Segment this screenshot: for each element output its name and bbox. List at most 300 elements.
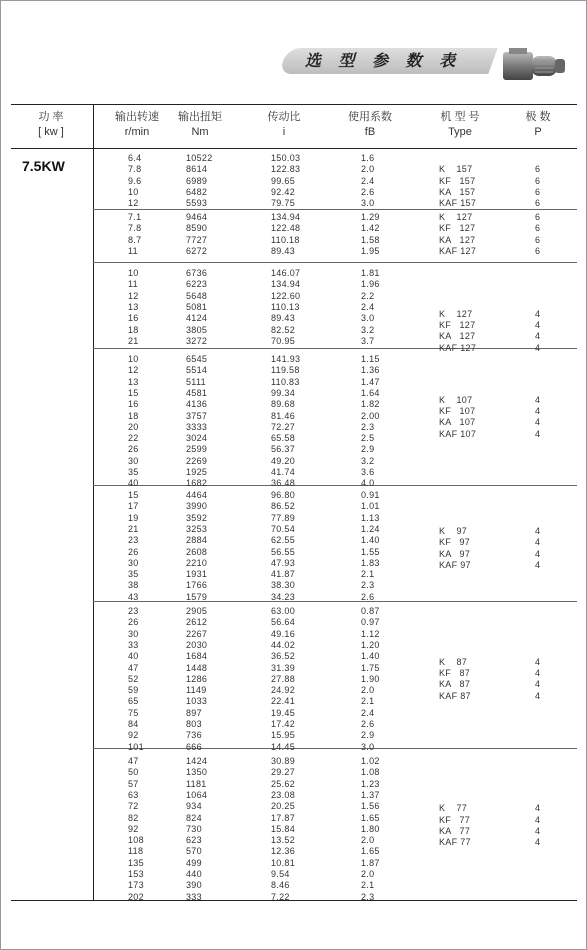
- group-rule: [93, 262, 577, 263]
- header-poles: 极 数 P: [525, 111, 551, 138]
- output-torque-cell: 1931: [186, 569, 208, 580]
- output-speed-cell: 11: [128, 279, 138, 290]
- ratio-cell: 72.27: [271, 421, 296, 432]
- service-factor-cell: 2.2: [361, 290, 375, 301]
- ratio-cell: 8.46: [271, 880, 290, 891]
- ratio-cell: 62.55: [271, 535, 296, 546]
- output-speed-cell: 47: [128, 756, 139, 766]
- header-power: 功 率 [ kw ]: [38, 111, 64, 138]
- output-torque-cell: 3592: [186, 512, 208, 523]
- table-bottom-rule: [11, 900, 577, 901]
- output-torque-cell: 1286: [186, 673, 208, 684]
- model-type-cell: KAF 157: [439, 198, 477, 209]
- model-type-cell: KA 97: [439, 548, 471, 559]
- output-torque-cell: 5111: [186, 376, 206, 387]
- output-speed-cell: 82: [128, 812, 139, 823]
- service-factor-cell: 1.01: [361, 501, 380, 512]
- service-factor-cell: 2.3: [361, 891, 375, 902]
- model-type-cell: KAF 107: [439, 428, 477, 439]
- service-factor-cell: 3.0: [361, 313, 375, 324]
- ratio-cell: 89.43: [271, 313, 296, 324]
- gear-motor-icon: [501, 46, 569, 86]
- ratio-cell: 15.95: [271, 730, 296, 741]
- poles-cell: 6: [535, 164, 541, 175]
- ratio-cell: 119.58: [271, 365, 300, 376]
- ratio-cell: 17.87: [271, 812, 296, 823]
- service-factor-cell: 2.5: [361, 433, 375, 444]
- service-factor-cell: 1.65: [361, 846, 380, 857]
- ratio-cell: 56.55: [271, 546, 296, 557]
- service-factor-cell: 1.81: [361, 268, 380, 278]
- output-speed-cell: 21: [128, 523, 139, 534]
- model-type-cell: K 157: [439, 164, 473, 175]
- ratio-cell: 110.13: [271, 301, 300, 312]
- output-torque-cell: 2030: [186, 639, 208, 650]
- output-speed-cell: 50: [128, 767, 139, 778]
- ratio-cell: 41.74: [271, 467, 296, 477]
- ratio-cell: 9.54: [271, 869, 290, 879]
- model-type-cell: KAF 97: [439, 560, 471, 571]
- model-type-cell: KAF 87: [439, 690, 471, 701]
- header-ratio: 传动比 i: [267, 111, 301, 138]
- model-type-cell: KA 157: [439, 186, 476, 197]
- ratio-cell: 14.45: [271, 741, 296, 752]
- poles-cell: 4: [535, 548, 541, 559]
- service-factor-cell: 1.90: [361, 673, 380, 684]
- model-type-cell: KA 127: [439, 331, 476, 342]
- poles-cell: 6: [535, 223, 541, 234]
- output-speed-cell: 10: [128, 186, 139, 197]
- output-speed-cell: 22: [128, 433, 139, 444]
- service-factor-cell: 2.0: [361, 835, 375, 846]
- ratio-cell: 38.30: [271, 580, 296, 591]
- output-speed-cell: 7.8: [128, 164, 142, 175]
- output-speed-cell: 15: [128, 387, 139, 398]
- output-torque-cell: 2599: [186, 444, 208, 455]
- output-speed-cell: 16: [128, 313, 139, 324]
- output-torque-cell: 10522: [186, 153, 213, 163]
- ratio-cell: 122.48: [271, 223, 301, 234]
- output-speed-cell: 202: [128, 891, 144, 902]
- output-torque-cell: 6736: [186, 268, 208, 278]
- model-type-cell: KF 127: [439, 319, 476, 330]
- output-torque-cell: 2608: [186, 546, 208, 557]
- service-factor-cell: 2.9: [361, 730, 375, 741]
- output-torque-cell: 2267: [186, 628, 208, 639]
- poles-cell: 4: [535, 537, 541, 548]
- output-speed-cell: 23: [128, 606, 139, 616]
- ratio-cell: 17.42: [271, 719, 296, 729]
- output-speed-cell: 17: [128, 501, 139, 512]
- output-torque-cell: 5593: [186, 198, 208, 209]
- ratio-cell: 44.02: [271, 639, 296, 650]
- output-torque-cell: 2210: [186, 557, 208, 568]
- output-torque-cell: 333: [186, 891, 202, 902]
- output-speed-cell: 57: [128, 778, 139, 789]
- group-rule: [93, 209, 577, 210]
- poles-cell: 4: [535, 690, 541, 701]
- output-torque-cell: 6989: [186, 175, 208, 186]
- model-type-cell: KF 77: [439, 814, 471, 825]
- poles-cell: 4: [535, 837, 541, 848]
- output-speed-cell: 13: [128, 376, 139, 387]
- output-speed-cell: 15: [128, 490, 139, 500]
- service-factor-cell: 1.83: [361, 557, 380, 568]
- output-torque-cell: 736: [186, 730, 202, 741]
- service-factor-cell: 1.15: [361, 354, 380, 364]
- ratio-cell: 77.89: [271, 512, 296, 523]
- output-speed-cell: 108: [128, 835, 144, 846]
- header-speed: 输出转速 r/min: [115, 111, 159, 138]
- service-factor-cell: 1.02: [361, 756, 380, 766]
- output-speed-cell: 16: [128, 399, 139, 410]
- service-factor-cell: 2.1: [361, 696, 375, 707]
- output-torque-cell: 803: [186, 719, 202, 729]
- ratio-cell: 99.34: [271, 387, 296, 398]
- ratio-cell: 15.84: [271, 823, 296, 834]
- ratio-cell: 27.88: [271, 673, 296, 684]
- ratio-cell: 31.39: [271, 662, 296, 673]
- output-torque-cell: 666: [186, 741, 202, 752]
- output-speed-cell: 101: [128, 741, 144, 752]
- service-factor-cell: 2.4: [361, 707, 375, 718]
- output-speed-cell: 40: [128, 478, 139, 489]
- ratio-cell: 24.92: [271, 685, 296, 696]
- output-speed-cell: 63: [128, 789, 139, 800]
- output-torque-cell: 4124: [186, 313, 208, 324]
- output-torque-cell: 1682: [186, 478, 208, 489]
- ratio-cell: 22.41: [271, 696, 296, 707]
- poles-cell: 4: [535, 803, 541, 814]
- output-torque-cell: 1350: [186, 767, 208, 778]
- header-factor: 使用系数 fB: [348, 111, 392, 138]
- output-torque-cell: 6482: [186, 186, 208, 197]
- ratio-cell: 36.48: [271, 478, 296, 489]
- poles-cell: 4: [535, 308, 541, 319]
- output-torque-cell: 5514: [186, 365, 208, 376]
- service-factor-cell: 1.37: [361, 789, 380, 800]
- poles-cell: 4: [535, 526, 541, 537]
- ratio-cell: 56.64: [271, 617, 296, 628]
- output-torque-cell: 499: [186, 857, 202, 868]
- output-torque-cell: 897: [186, 707, 202, 718]
- ratio-cell: 25.62: [271, 778, 296, 789]
- output-speed-cell: 9.6: [128, 175, 142, 186]
- service-factor-cell: 1.40: [361, 535, 380, 546]
- service-factor-cell: 1.42: [361, 223, 380, 234]
- service-factor-cell: 3.7: [361, 335, 375, 346]
- ratio-cell: 30.89: [271, 756, 296, 766]
- poles-cell: 4: [535, 679, 541, 690]
- output-speed-cell: 6.4: [128, 153, 142, 163]
- ratio-cell: 89.43: [271, 245, 296, 256]
- output-speed-cell: 75: [128, 707, 139, 718]
- power-rating: 7.5KW: [22, 158, 65, 174]
- service-factor-cell: 1.65: [361, 812, 380, 823]
- model-type-cell: K 107: [439, 394, 473, 405]
- ratio-cell: 56.37: [271, 444, 296, 455]
- output-torque-cell: 5648: [186, 290, 208, 301]
- output-torque-cell: 2884: [186, 535, 208, 546]
- ratio-cell: 65.58: [271, 433, 296, 444]
- service-factor-cell: 1.40: [361, 651, 380, 662]
- output-torque-cell: 1766: [186, 580, 208, 591]
- output-speed-cell: 65: [128, 696, 139, 707]
- model-type-cell: K 97: [439, 526, 468, 537]
- output-torque-cell: 4136: [186, 399, 208, 410]
- output-torque-cell: 824: [186, 812, 202, 823]
- output-speed-cell: 11: [128, 245, 138, 256]
- ratio-cell: 29.27: [271, 767, 296, 778]
- service-factor-cell: 2.4: [361, 175, 375, 186]
- service-factor-cell: 2.0: [361, 685, 375, 696]
- service-factor-cell: 1.96: [361, 279, 380, 290]
- group-rule: [93, 601, 577, 602]
- output-torque-cell: 1064: [186, 789, 208, 800]
- model-type-cell: KAF 77: [439, 837, 471, 848]
- poles-cell: 4: [535, 417, 541, 428]
- output-speed-cell: 18: [128, 324, 139, 335]
- ratio-cell: 70.95: [271, 335, 296, 346]
- output-speed-cell: 173: [128, 880, 144, 891]
- output-speed-cell: 12: [128, 365, 139, 376]
- output-torque-cell: 1149: [186, 685, 207, 696]
- output-torque-cell: 1684: [186, 651, 208, 662]
- model-type-cell: KAF 127: [439, 342, 477, 353]
- service-factor-cell: 3.0: [361, 198, 375, 209]
- ratio-cell: 110.83: [271, 376, 300, 387]
- output-torque-cell: 9464: [186, 212, 208, 222]
- model-type-cell: KF 157: [439, 175, 476, 186]
- output-speed-cell: 18: [128, 410, 139, 421]
- ratio-cell: 47.93: [271, 557, 296, 568]
- poles-cell: 4: [535, 560, 541, 571]
- model-type-cell: KAF 127: [439, 245, 477, 256]
- ratio-cell: 134.94: [271, 279, 301, 290]
- header-type: 机 型 号 Type: [440, 111, 480, 138]
- service-factor-cell: 1.55: [361, 546, 380, 557]
- service-factor-cell: 3.6: [361, 467, 375, 477]
- model-type-cell: KF 87: [439, 668, 471, 679]
- ratio-cell: 70.54: [271, 523, 296, 534]
- model-type-cell: KA 77: [439, 826, 471, 837]
- output-speed-cell: 52: [128, 673, 139, 684]
- output-speed-cell: 33: [128, 639, 139, 650]
- service-factor-cell: 2.6: [361, 719, 375, 729]
- ratio-cell: 122.83: [271, 164, 301, 175]
- output-torque-cell: 934: [186, 801, 202, 812]
- output-torque-cell: 1579: [186, 591, 208, 602]
- output-speed-cell: 10: [128, 354, 139, 364]
- ratio-cell: 141.93: [271, 354, 301, 364]
- ratio-cell: 92.42: [271, 186, 296, 197]
- output-torque-cell: 3805: [186, 324, 208, 335]
- output-torque-cell: 4581: [186, 387, 208, 398]
- service-factor-cell: 2.6: [361, 186, 375, 197]
- poles-cell: 4: [535, 331, 541, 342]
- model-type-cell: KF 107: [439, 405, 476, 416]
- output-torque-cell: 2905: [186, 606, 208, 616]
- output-torque-cell: 1448: [186, 662, 208, 673]
- ratio-cell: 10.81: [271, 857, 296, 868]
- output-speed-cell: 20: [128, 421, 139, 432]
- output-torque-cell: 6272: [186, 245, 208, 256]
- ratio-cell: 23.08: [271, 789, 296, 800]
- service-factor-cell: 0.91: [361, 490, 380, 500]
- service-factor-cell: 1.6: [361, 153, 375, 163]
- output-torque-cell: 8614: [186, 164, 208, 175]
- ratio-cell: 146.07: [271, 268, 301, 278]
- poles-cell: 6: [535, 234, 541, 245]
- output-speed-cell: 12: [128, 290, 139, 301]
- service-factor-cell: 1.24: [361, 523, 380, 534]
- service-factor-cell: 2.6: [361, 591, 375, 602]
- output-speed-cell: 26: [128, 617, 139, 628]
- service-factor-cell: 1.13: [361, 512, 380, 523]
- service-factor-cell: 1.23: [361, 778, 380, 789]
- service-factor-cell: 2.1: [361, 880, 375, 891]
- group-rule: [93, 348, 577, 349]
- output-speed-cell: 30: [128, 628, 139, 639]
- service-factor-cell: 0.87: [361, 606, 380, 616]
- model-type-cell: K 127: [439, 308, 473, 319]
- output-speed-cell: 43: [128, 591, 139, 602]
- output-speed-cell: 135: [128, 857, 144, 868]
- output-speed-cell: 13: [128, 301, 139, 312]
- ratio-cell: 12.36: [271, 846, 296, 857]
- ratio-cell: 49.20: [271, 455, 296, 466]
- service-factor-cell: 1.75: [361, 662, 380, 673]
- output-speed-cell: 10: [128, 268, 139, 278]
- poles-cell: 6: [535, 212, 541, 222]
- service-factor-cell: 2.3: [361, 421, 375, 432]
- service-factor-cell: 3.0: [361, 741, 375, 752]
- ratio-cell: 134.94: [271, 212, 301, 222]
- service-factor-cell: 3.2: [361, 324, 375, 335]
- group-rule: [93, 748, 577, 749]
- poles-cell: 6: [535, 245, 541, 256]
- model-type-cell: KA 127: [439, 234, 476, 245]
- ratio-cell: 19.45: [271, 707, 296, 718]
- output-speed-cell: 72: [128, 801, 139, 812]
- output-speed-cell: 84: [128, 719, 139, 729]
- output-speed-cell: 30: [128, 455, 139, 466]
- output-torque-cell: 1033: [186, 696, 208, 707]
- poles-cell: 4: [535, 428, 541, 439]
- output-speed-cell: 153: [128, 869, 144, 879]
- output-torque-cell: 2612: [186, 617, 208, 628]
- ratio-cell: 86.52: [271, 501, 296, 512]
- output-speed-cell: 8.7: [128, 234, 142, 245]
- ratio-cell: 63.00: [271, 606, 296, 616]
- model-type-cell: KA 107: [439, 417, 476, 428]
- ratio-cell: 41.87: [271, 569, 296, 580]
- output-torque-cell: 730: [186, 823, 202, 834]
- service-factor-cell: 1.47: [361, 376, 380, 387]
- service-factor-cell: 1.20: [361, 639, 380, 650]
- output-torque-cell: 8590: [186, 223, 208, 234]
- ratio-cell: 49.16: [271, 628, 296, 639]
- poles-cell: 4: [535, 814, 541, 825]
- service-factor-cell: 1.80: [361, 823, 380, 834]
- ratio-cell: 34.23: [271, 591, 296, 602]
- poles-cell: 6: [535, 175, 541, 186]
- output-speed-cell: 30: [128, 557, 139, 568]
- output-speed-cell: 47: [128, 662, 139, 673]
- service-factor-cell: 3.2: [361, 455, 375, 466]
- output-speed-cell: 23: [128, 535, 139, 546]
- poles-cell: 6: [535, 186, 541, 197]
- ratio-cell: 110.18: [271, 234, 300, 245]
- service-factor-cell: 1.12: [361, 628, 380, 639]
- table-top-rule: [11, 104, 577, 105]
- ratio-cell: 99.65: [271, 175, 296, 186]
- poles-cell: 4: [535, 319, 541, 330]
- service-factor-cell: 1.08: [361, 767, 380, 778]
- poles-cell: 4: [535, 826, 541, 837]
- output-speed-cell: 21: [128, 335, 139, 346]
- service-factor-cell: 1.87: [361, 857, 380, 868]
- output-torque-cell: 3272: [186, 335, 208, 346]
- output-torque-cell: 570: [186, 846, 202, 857]
- output-torque-cell: 7727: [186, 234, 208, 245]
- service-factor-cell: 2.0: [361, 869, 375, 879]
- output-torque-cell: 6545: [186, 354, 208, 364]
- model-type-cell: KF 127: [439, 223, 476, 234]
- output-speed-cell: 12: [128, 198, 139, 209]
- ratio-cell: 150.03: [271, 153, 301, 163]
- header-rule: [11, 148, 577, 149]
- service-factor-cell: 2.4: [361, 301, 375, 312]
- service-factor-cell: 4.0: [361, 478, 375, 489]
- output-torque-cell: 3990: [186, 501, 208, 512]
- poles-cell: 6: [535, 198, 541, 209]
- service-factor-cell: 2.9: [361, 444, 375, 455]
- output-torque-cell: 3024: [186, 433, 208, 444]
- output-torque-cell: 440: [186, 869, 202, 879]
- ratio-cell: 89.68: [271, 399, 296, 410]
- service-factor-cell: 2.0: [361, 164, 375, 175]
- output-torque-cell: 3757: [186, 410, 208, 421]
- service-factor-cell: 1.82: [361, 399, 380, 410]
- output-speed-cell: 92: [128, 730, 139, 741]
- output-torque-cell: 623: [186, 835, 202, 846]
- service-factor-cell: 1.58: [361, 234, 380, 245]
- model-type-cell: K 87: [439, 656, 468, 667]
- service-factor-cell: 2.00: [361, 410, 380, 421]
- model-type-cell: KF 97: [439, 537, 471, 548]
- poles-cell: 4: [535, 405, 541, 416]
- output-speed-cell: 35: [128, 569, 139, 580]
- ratio-cell: 96.80: [271, 490, 296, 500]
- poles-cell: 4: [535, 668, 541, 679]
- output-torque-cell: 3253: [186, 523, 208, 534]
- output-speed-cell: 92: [128, 823, 139, 834]
- poles-cell: 4: [535, 394, 541, 405]
- model-type-cell: K 77: [439, 803, 468, 814]
- output-speed-cell: 26: [128, 546, 139, 557]
- output-speed-cell: 40: [128, 651, 139, 662]
- service-factor-cell: 2.1: [361, 569, 375, 580]
- service-factor-cell: 1.95: [361, 245, 380, 256]
- output-speed-cell: 19: [128, 512, 139, 523]
- output-speed-cell: 59: [128, 685, 139, 696]
- poles-cell: 4: [535, 342, 541, 353]
- page-title: 选 型 参 数 表: [304, 51, 462, 70]
- output-speed-cell: 38: [128, 580, 139, 591]
- output-speed-cell: 7.1: [128, 212, 142, 222]
- group-rule: [93, 485, 577, 486]
